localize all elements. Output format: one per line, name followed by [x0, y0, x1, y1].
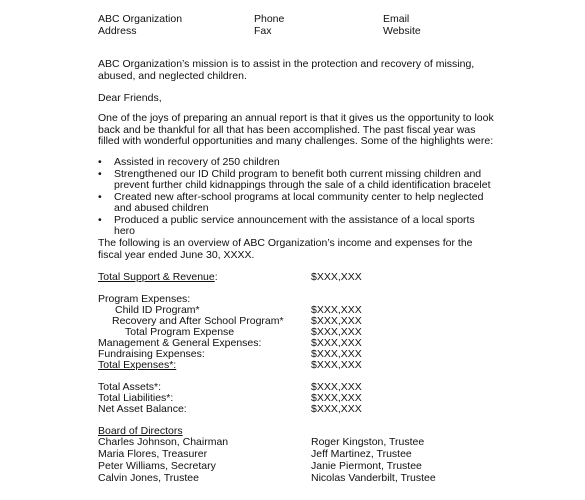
list-item: • Produced a public service announcement with the assistance of a local sports hero [98, 213, 475, 237]
total-assets-label: Total Assets*: [98, 381, 162, 393]
child-id-program-label: Child ID Program* [115, 304, 200, 316]
bullet-icon: • [98, 156, 102, 168]
total-liabilities-label: Total Liabilities*: [98, 392, 174, 404]
total-expenses-label: Total Expenses*: [98, 359, 177, 371]
org-fax: Fax [254, 25, 272, 37]
total-assets-value: $XXX,XXX [311, 381, 362, 393]
intro-paragraph: One of the joys of preparing an annual report is that it gives us the opportunity to look back and be thankful for all that has been accomplished. The past fiscal year was filled with wonderful opportunities and many challenges. Some of the highlights were: [98, 112, 494, 147]
total-liabilities-value: $XXX,XXX [311, 392, 362, 404]
org-phone: Phone [254, 13, 285, 25]
net-asset-value: $XXX,XXX [311, 403, 362, 415]
total-expenses-value: $XXX,XXX [311, 359, 362, 371]
mgmt-general-value: $XXX,XXX [311, 337, 362, 349]
bullet-icon: • [98, 190, 102, 203]
recovery-program-value: $XXX,XXX [311, 315, 362, 327]
board-member: Maria Flores, Treasurer [98, 448, 208, 460]
net-asset-label: Net Asset Balance: [98, 403, 187, 415]
program-expenses-label: Program Expenses: [98, 293, 191, 305]
fundraising-label: Fundraising Expenses: [98, 348, 205, 360]
recovery-program-label: Recovery and After School Program* [112, 315, 284, 327]
overview-paragraph: The following is an overview of ABC Organization’s income and expenses for the fiscal year ended June 30, XXXX. [98, 237, 473, 261]
support-revenue-label: Total Support & Revenue: [98, 271, 218, 283]
mgmt-general-label: Management & General Expenses: [98, 337, 262, 349]
org-address: Address [98, 25, 137, 37]
child-id-program-value: $XXX,XXX [311, 304, 362, 316]
board-member: Roger Kingston, Trustee [311, 436, 425, 448]
board-member: Calvin Jones, Trustee [98, 472, 199, 484]
org-name: ABC Organization [98, 13, 183, 25]
board-member: Peter Williams, Secretary [98, 460, 216, 472]
total-program-label: Total Program Expense [125, 326, 235, 338]
board-member: Nicolas Vanderbilt, Trustee [311, 472, 436, 484]
highlights-list [98, 157, 498, 238]
org-website: Website [383, 25, 421, 37]
list-item: • Assisted in recovery of 250 children [98, 156, 280, 168]
board-heading: Board of Directors [98, 425, 183, 437]
board-member: Jeff Martinez, Trustee [311, 448, 412, 460]
org-email: Email [383, 13, 410, 25]
board-member: Charles Johnson, Chairman [98, 436, 229, 448]
list-item: • Created new after-school programs at local community center to help neglected and abused children [98, 190, 484, 214]
fundraising-value: $XXX,XXX [311, 348, 362, 360]
board-member: Janie Piermont, Trustee [311, 460, 422, 472]
bullet-icon: • [98, 167, 102, 180]
support-revenue-value: $XXX,XXX [311, 271, 362, 283]
greeting: Dear Friends, [98, 92, 162, 104]
bullet-icon: • [98, 213, 102, 226]
mission-paragraph: ABC Organization’s mission is to assist in the protection and recovery of missing, abused, and neglected children. [98, 58, 475, 82]
list-item: • Strengthened our ID Child program to benefit both current missing children and prevent further child kidnappings through the sale of a child identification bracelet [98, 167, 491, 191]
total-program-value: $XXX,XXX [311, 326, 362, 338]
